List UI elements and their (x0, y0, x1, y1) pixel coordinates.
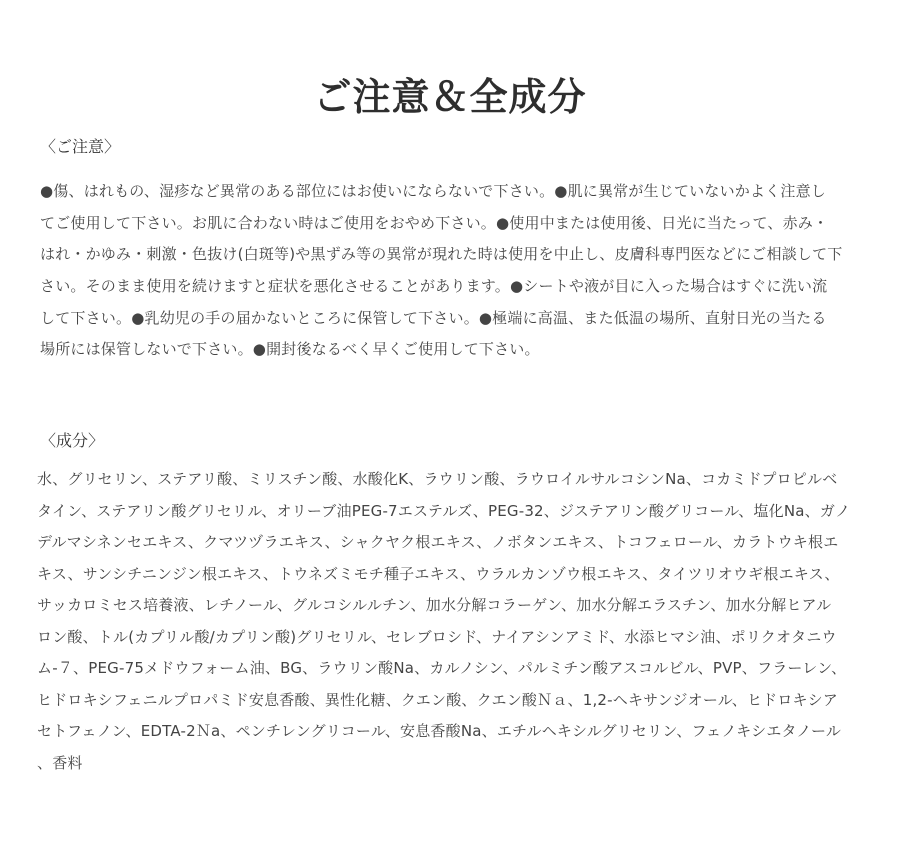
ingredients-line: タイン、ステアリン酸グリセリル、オリーブ油PEG-7エステルズ、PEG-32、ジステアリン酸グリコール、塩化Na、ガノ (37, 501, 851, 520)
ingredients-body (37, 464, 867, 779)
ingredients-line: キス、サンシチニンジン根エキス、トウネズミモチ種子エキス、ウラルカンゾウ根エキス、タイツリオウギ根エキス、 (37, 564, 840, 583)
ingredients-line: ム-７、PEG-75メドウフォーム油、BG、ラウリン酸Na、カルノシン、パルミチン酸アスコルビル、PVP、フラーレン、 (37, 659, 847, 677)
caution-line: ●傷、はれもの、湿疹など異常のある部位にはお使いにならないで下さい。●肌に異常が生じていないかよく注意し (40, 182, 826, 200)
caution-line: さい。そのまま使用を続けますと症状を悪化させることがあります。●シートや液が目に入った場合はすぐに洗い流 (40, 277, 828, 296)
ingredients-line: デルマシネンセエキス、クマツヅラエキス、シャクヤク根エキス、ノボタンエキス、トコフェロール、カラトウキ根エ (37, 533, 839, 551)
caution-body (40, 176, 870, 366)
caution-heading: 〈ご注意〉 (40, 137, 121, 156)
caution-line: して下さい。●乳幼児の手の届かないところに保管して下さい。●極端に高温、また低温の場所、直射日光の当たる (40, 308, 827, 327)
page-title: ご注意＆全成分 (313, 74, 587, 120)
ingredients-line: 水、グリセリン、ステアリ酸、ミリスチン酸、水酸化K、ラウリン酸、ラウロイルサルコシンNa、コカミドプロピルベ (37, 470, 838, 488)
ingredients-line: ロン酸、トル(カプリル酸/カプリン酸)グリセリル、セレブロシド、ナイアシンアミド、水添ヒマシ油、ポリクオタニウ (37, 627, 837, 646)
ingredients-heading: 〈成分〉 (40, 431, 105, 450)
caution-line: 場所には保管しないで下さい。●開封後なるべく早くご使用して下さい。 (40, 340, 540, 359)
ingredients-line: ヒドロキシフェニルプロパミド安息香酸、異性化糖、クエン酸、クエン酸Ｎａ、1,2-ヘキサンジオール、ヒドロキシア (37, 690, 838, 709)
ingredients-line: サッカロミセス培養液、レチノール、グルコシルルチン、加水分解コラーゲン、加水分解エラスチン、加水分解ヒアル (37, 596, 832, 614)
ingredients-line: 、香料 (37, 753, 83, 772)
ingredients-line: セトフェノン、EDTA-2Ｎa、ペンチレングリコール、安息香酸Na、エチルヘキシルグリセリン、フェノキシエタノール (37, 722, 842, 740)
caution-line: はれ・かゆみ・刺激・色抜け(白斑等)や黒ずみ等の異常が現れた時は使用を中止し、皮膚科専門医などにご相談して下 (40, 245, 843, 264)
caution-line: てご使用して下さい。お肌に合わない時はご使用をおやめ下さい。●使用中または使用後、日光に当たって、赤み・ (40, 213, 829, 232)
